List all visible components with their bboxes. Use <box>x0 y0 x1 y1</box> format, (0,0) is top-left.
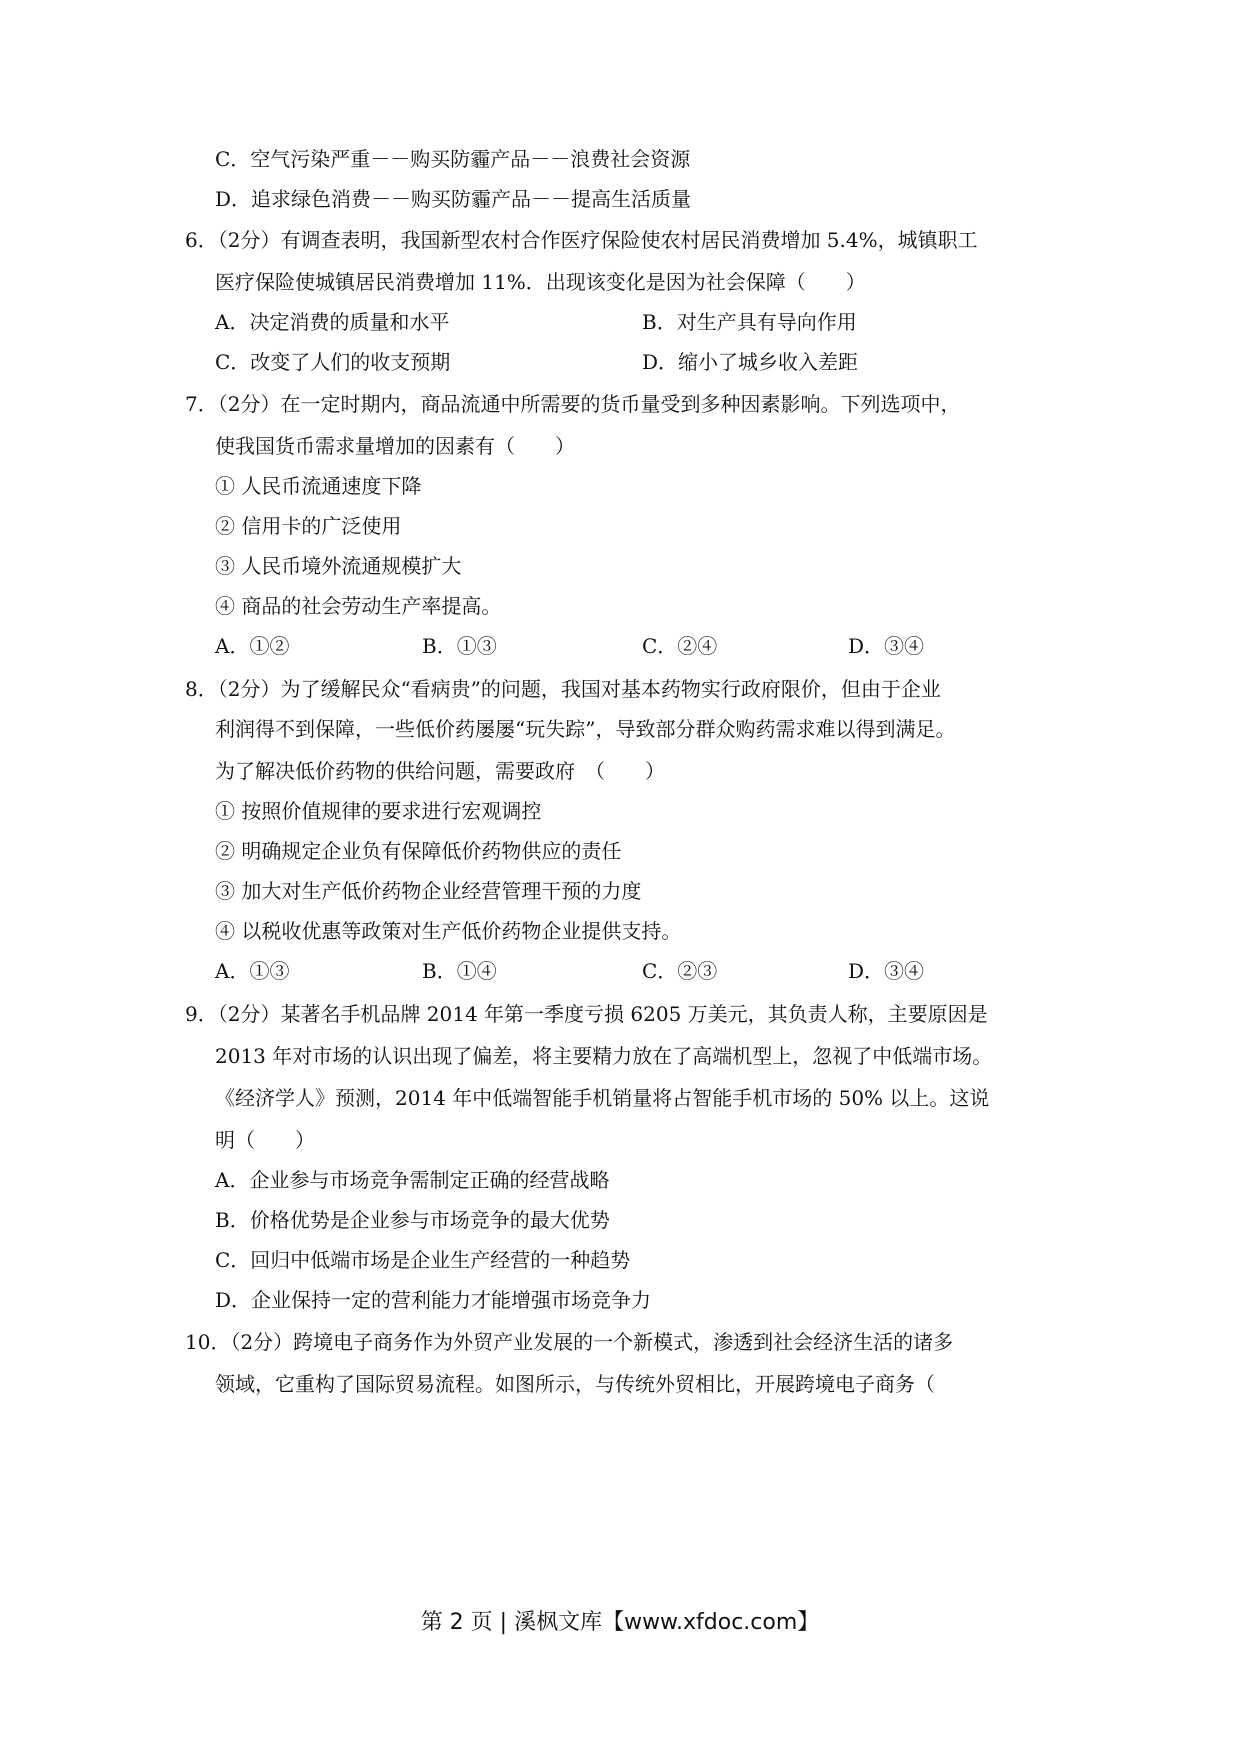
q7-option-c: C．②④ <box>642 634 718 658</box>
q6-option-d: D．缩小了城乡收入差距 <box>642 350 859 374</box>
q8-option-d: D．③④ <box>848 959 925 983</box>
q7-item-4: ④ 商品的社会劳动生产率提高。 <box>215 594 502 618</box>
q8-option-c: C．②③ <box>642 959 718 983</box>
q8-option-b: B．①④ <box>422 959 497 983</box>
q9-stem-line1: 9．（2分）某著名手机品牌 2014 年第一季度亏损 6205 万美元，其负责人称，主要原因是 <box>185 1002 988 1026</box>
q9-stem-line3: 《经济学人》预测，2014 年中低端智能手机销量将占智能手机市场的 50% 以上。这说 <box>215 1086 990 1110</box>
q7-item-1: ① 人民币流通速度下降 <box>215 474 422 498</box>
q7-stem-line2: 使我国货币需求量增加的因素有（ ） <box>215 434 575 458</box>
q9-stem-line4: 明（ ） <box>215 1128 315 1152</box>
q7-item-3: ③ 人民币境外流通规模扩大 <box>215 554 462 578</box>
q7-item-2: ② 信用卡的广泛使用 <box>215 514 402 538</box>
q8-item-1: ① 按照价值规律的要求进行宏观调控 <box>215 799 542 823</box>
q7-stem-line1: 7．（2分）在一定时期内，商品流通中所需要的货币量受到多种因素影响。下列选项中， <box>185 392 961 416</box>
q8-item-3: ③ 加大对生产低价药物企业经营管理干预的力度 <box>215 879 642 903</box>
q6-stem-line2: 医疗保险使城镇居民消费增加 11%．出现该变化是因为社会保障（ ） <box>215 270 866 294</box>
q5-option-c: C．空气污染严重－－购买防霾产品－－浪费社会资源 <box>215 147 691 171</box>
q7-option-d: D．③④ <box>848 634 925 658</box>
q9-stem-line2: 2013 年对市场的认识出现了偏差，将主要精力放在了高端机型上，忽视了中低端市场。 <box>215 1044 993 1068</box>
q9-option-d: D．企业保持一定的营利能力才能增强市场竞争力 <box>215 1288 652 1312</box>
q8-stem-line1: 8．（2分）为了缓解民众“看病贵”的问题，我国对基本药物实行政府限价，但由于企业 <box>185 677 941 701</box>
q9-option-c: C．回归中低端市场是企业生产经营的一种趋势 <box>215 1248 631 1272</box>
q8-item-2: ② 明确规定企业负有保障低价药物供应的责任 <box>215 839 622 863</box>
q6-option-c: C．改变了人们的收支预期 <box>215 350 451 374</box>
q10-stem-line1: 10．（2分）跨境电子商务作为外贸产业发展的一个新模式，渗透到社会经济生活的诸多 <box>185 1330 954 1354</box>
q8-stem-line3: 为了解决低价药物的供给问题，需要政府 （ ） <box>215 759 665 783</box>
q6-stem-line1: 6．（2分）有调查表明，我国新型农村合作医疗保险使农村居民消费增加 5.4%，城镇职工 <box>185 228 978 252</box>
q5-option-d: D．追求绿色消费－－购买防霾产品－－提高生活质量 <box>215 187 692 211</box>
q6-option-a: A．决定消费的质量和水平 <box>215 310 450 334</box>
q8-option-a: A．①③ <box>215 959 290 983</box>
q9-option-a: A．企业参与市场竞争需制定正确的经营战略 <box>215 1168 610 1192</box>
q10-stem-line2: 领域，它重构了国际贸易流程。如图所示，与传统外贸相比，开展跨境电子商务（ <box>215 1372 935 1396</box>
q6-option-b: B．对生产具有导向作用 <box>642 310 857 334</box>
q8-item-4: ④ 以税收优惠等政策对生产低价药物企业提供支持。 <box>215 919 682 943</box>
q8-stem-line2: 利润得不到保障，一些低价药屡屡“玩失踪”，导致部分群众购药需求难以得到满足。 <box>215 717 956 741</box>
page-footer: 第 2 页 | 溪枫文库【www.xfdoc.com】 <box>420 1610 820 1635</box>
q7-option-b: B．①③ <box>422 634 497 658</box>
q9-option-b: B．价格优势是企业参与市场竞争的最大优势 <box>215 1208 610 1232</box>
q7-option-a: A．①② <box>215 634 290 658</box>
